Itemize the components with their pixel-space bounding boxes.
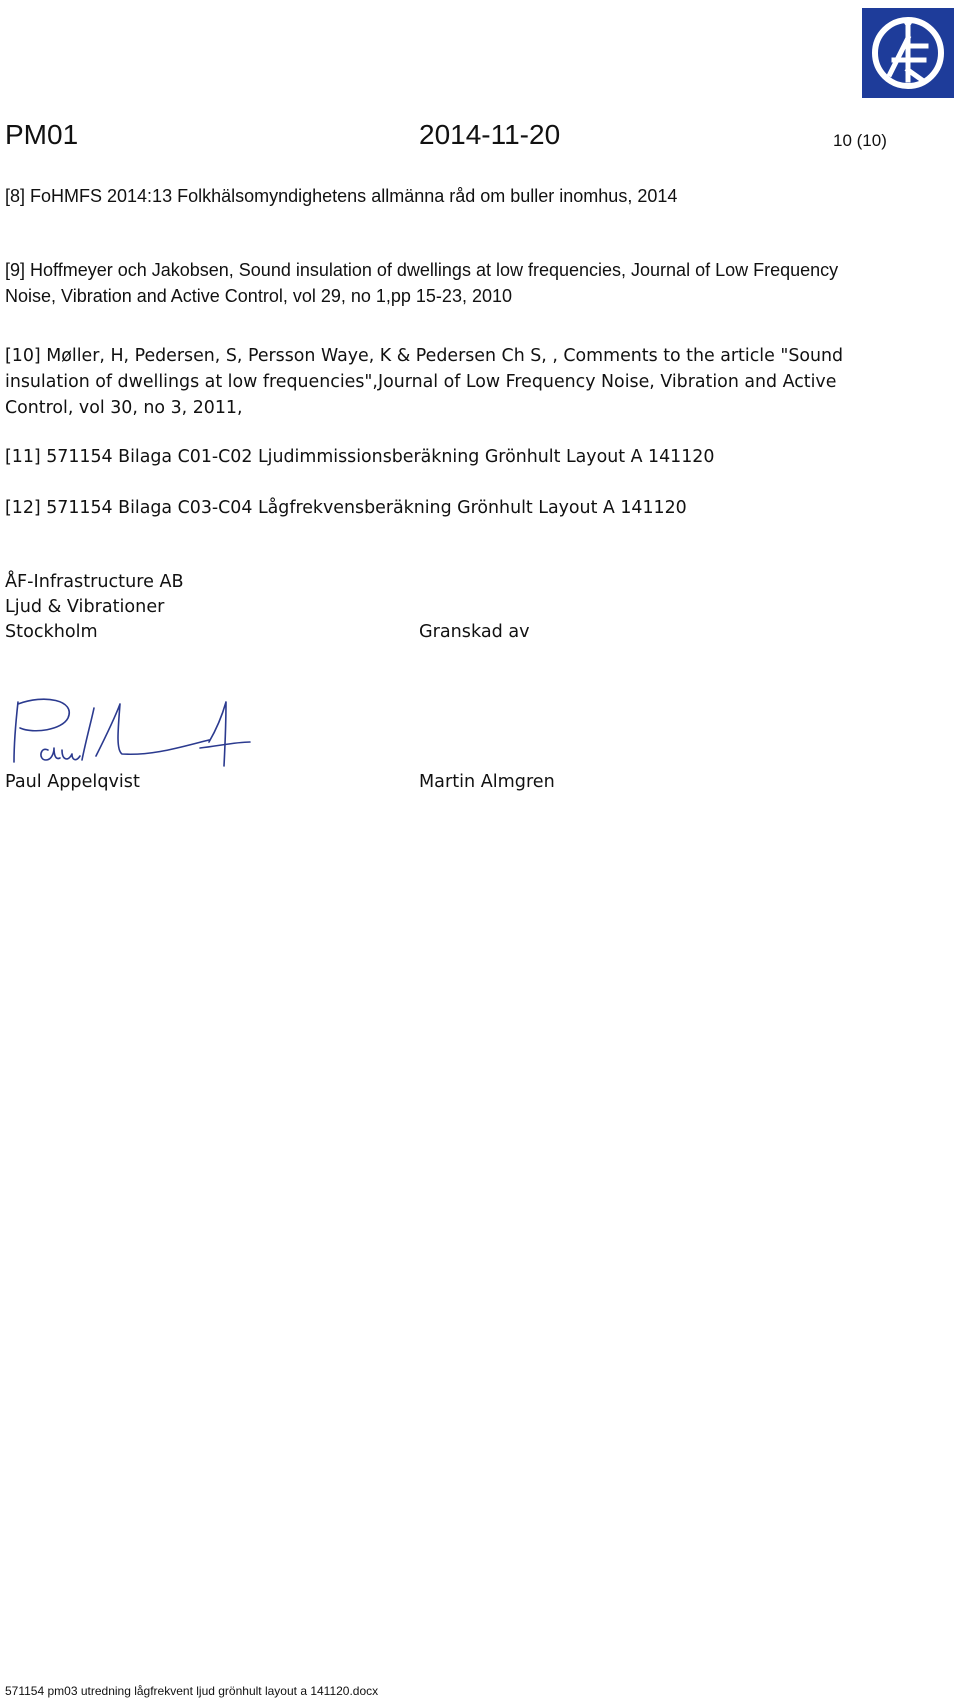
document-code: PM01 [5, 119, 79, 150]
reference-9: [9] Hoffmeyer och Jakobsen, Sound insulation of dwellings at low frequencies, Journal of Low Frequency Noise, Vibration and Active Control, vol 29, no 1,pp 15-23, 2010 [5, 260, 839, 306]
reference-10: [10] Møller, H, Pedersen, S, Persson Waye, K & Pedersen Ch S, , Comments to the article "Sound insulation of dwellings at low frequencies",Journal of Low Frequency Noise, Vibration and Active Control, vol 30, no 3, 2011, [5, 346, 844, 418]
company-department: Ljud & Vibrationer [5, 597, 165, 617]
review-label: Granskad av [419, 622, 530, 642]
reference-11: [11] 571154 Bilaga C01-C02 Ljudimmissionsberäkning Grönhult Layout A 141120 [5, 447, 715, 467]
reviewer-name: Martin Almgren [419, 772, 555, 792]
footer-filename: 571154 pm03 utredning lågfrekvent ljud grönhult layout a 141120.docx [5, 1684, 379, 1698]
document-date: 2014-11-20 [419, 119, 561, 150]
reference-8: [8] FoHMFS 2014:13 Folkhälsomyndighetens allmänna råd om buller inomhus, 2014 [5, 186, 678, 206]
reference-12: [12] 571154 Bilaga C03-C04 Lågfrekvensberäkning Grönhult Layout A 141120 [5, 498, 687, 518]
af-logo-icon [862, 8, 954, 98]
author-name: Paul Appelqvist [5, 772, 140, 792]
company-name: ÅF-Infrastructure AB [5, 572, 184, 592]
handwritten-signature-icon [4, 690, 254, 770]
company-city: Stockholm [5, 622, 98, 642]
page-number: 10 (10) [833, 131, 887, 150]
